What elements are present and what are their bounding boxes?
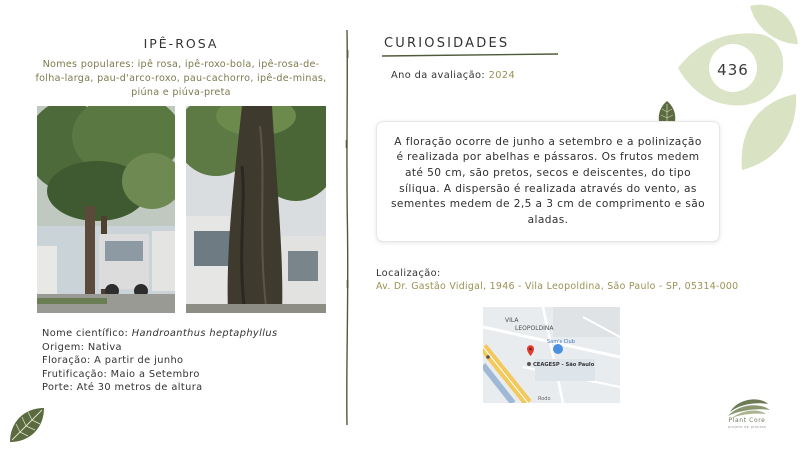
evaluation-year-row: Ano da avaliação: 2024 xyxy=(391,70,516,81)
curiosities-title: CURIOSIDADES xyxy=(384,36,510,51)
scientific-name: Handroanthus heptaphyllus xyxy=(131,328,278,339)
map-poi-sams: Sam's Club xyxy=(547,339,575,345)
origin-row: Origem: Nativa xyxy=(42,341,122,353)
size-row: Porte: Até 30 metros de altura xyxy=(42,382,203,393)
location-map[interactable] xyxy=(483,307,620,403)
plant-core-logo xyxy=(716,392,778,436)
column-divider xyxy=(344,30,350,425)
species-specs xyxy=(42,327,277,395)
leaf-decoration-icon xyxy=(734,92,800,172)
tree-trunk-photo xyxy=(186,106,326,313)
location-address: Av. Dr. Gastão Vidigal, 1946 - Vila Leopoldina, São Paulo - SP, 05314-000 xyxy=(376,281,739,292)
tree-photo-street xyxy=(37,106,175,313)
evaluation-year: 2024 xyxy=(488,70,516,81)
map-poi-ceagesp: CEAGESP - São Paulo xyxy=(533,362,595,368)
logo-name: Plant Core xyxy=(728,417,766,424)
fruiting-row: Frutificação: Maio a Setembro xyxy=(42,368,200,380)
location-label: Localização: xyxy=(376,268,441,279)
map-road-label: Rodo xyxy=(538,396,551,402)
species-title: IPÊ-ROSA xyxy=(143,36,219,51)
curiosities-text: A floração ocorre de junho a setembro e a polinização é realizada por abelhas e pássaros. Os frutos medem até 50 cm, são pretos, secos e deiscentes, do tipo síliqua. A dispersão é realizada através do vento, as sementes medem de 2,5 a 3 cm de comprimento e são aladas. xyxy=(391,135,706,226)
popular-names: Nomes populares: ipê rosa, ipê-roxo-bola, ipê-rosa-de-folha-larga, pau-d'arco-roxo, pau-cachorro, ipê-de-minas, piúna e piúva-preta xyxy=(35,59,327,98)
map-district-label: VILA xyxy=(505,317,519,324)
curiosities-card xyxy=(376,121,720,242)
map-district-label: LEOPOLDINA xyxy=(515,325,554,332)
flowering-row: Floração: A partir de junho xyxy=(42,355,184,366)
corner-leaf-icon xyxy=(6,404,48,446)
title-underline xyxy=(382,52,558,58)
logo-tagline: projeto de plantas xyxy=(727,425,767,429)
badge-number: 436 xyxy=(717,61,749,79)
scientific-name-row: Nome científico: Handroanthus heptaphyllus xyxy=(42,328,278,339)
